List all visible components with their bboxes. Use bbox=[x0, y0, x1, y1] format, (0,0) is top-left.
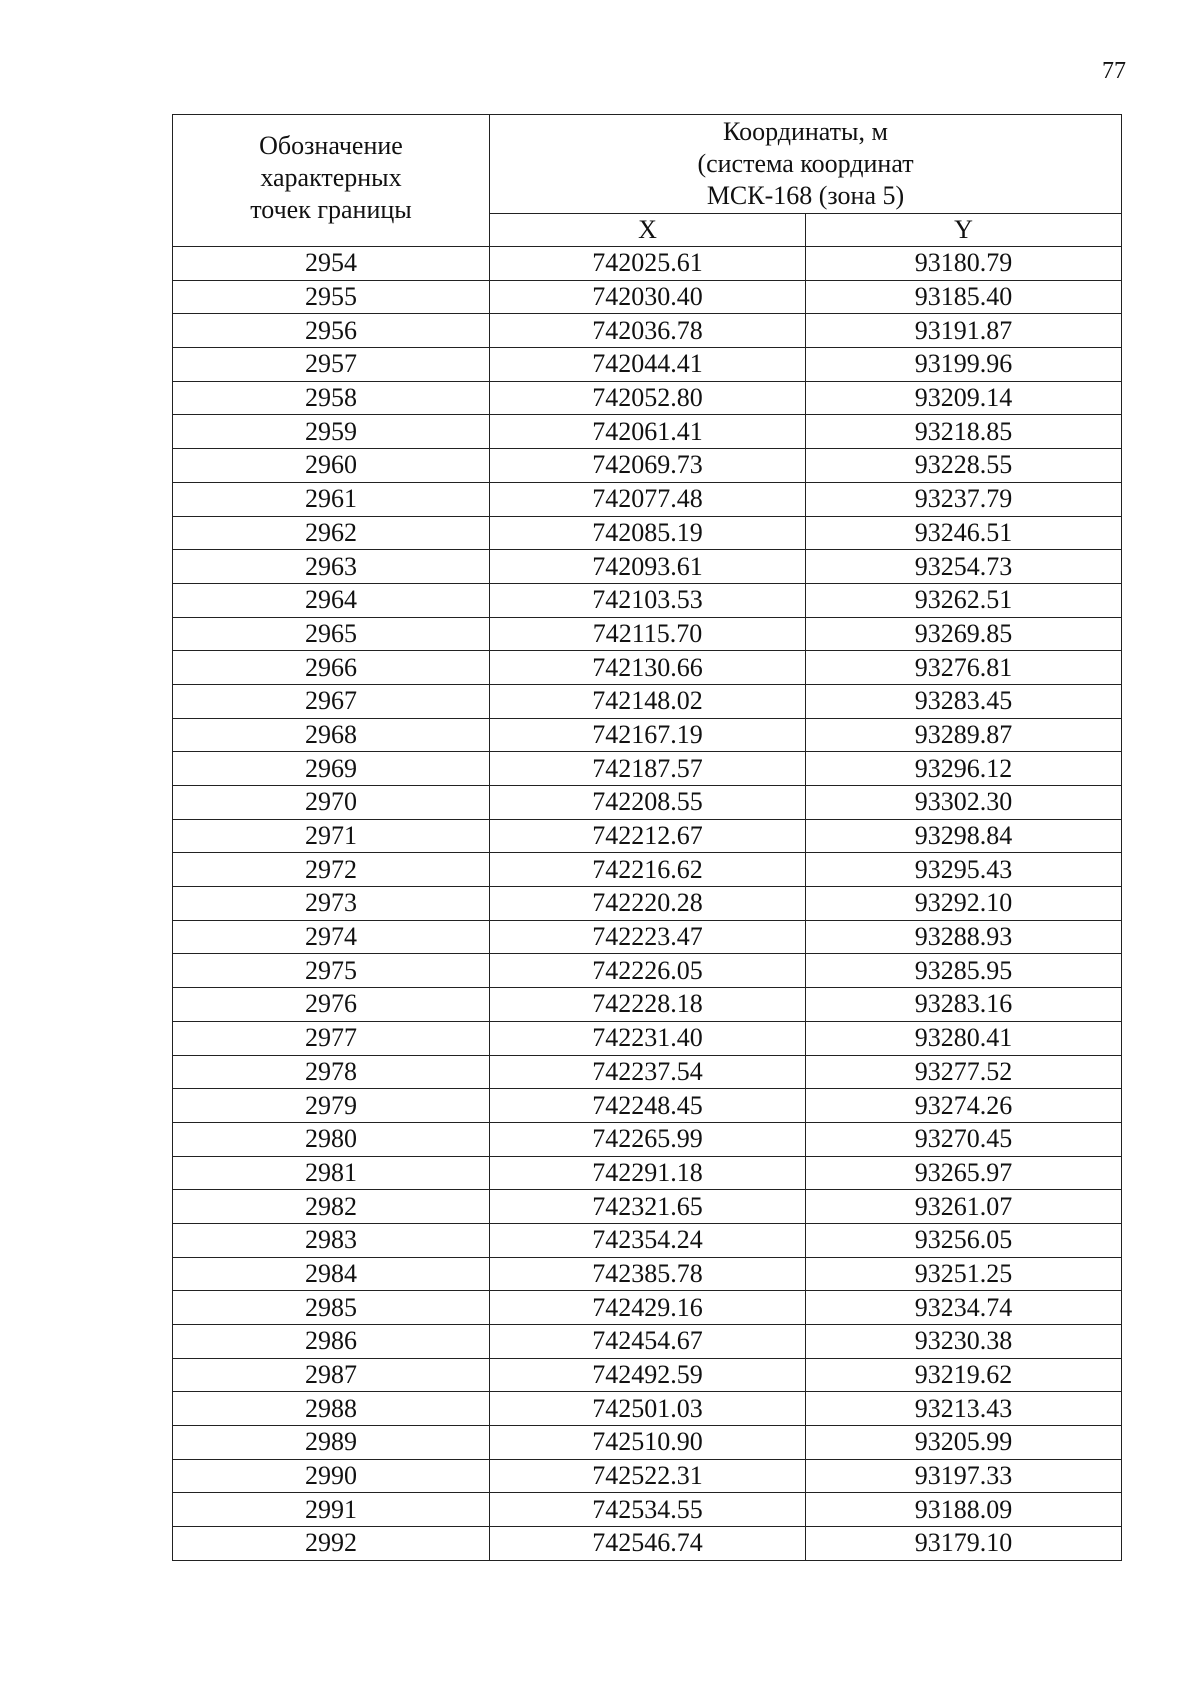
table-row bbox=[173, 1089, 1122, 1123]
table-row bbox=[173, 348, 1122, 382]
y-cell: 93270.45 bbox=[806, 1122, 1122, 1156]
y-cell: 93302.30 bbox=[806, 786, 1122, 820]
header-y: Y bbox=[806, 214, 1122, 247]
y-cell: 93280.41 bbox=[806, 1021, 1122, 1055]
point-cell: 2988 bbox=[173, 1392, 490, 1426]
point-cell: 2960 bbox=[173, 449, 490, 483]
table-row bbox=[173, 617, 1122, 651]
point-cell: 2980 bbox=[173, 1122, 490, 1156]
y-cell: 93296.12 bbox=[806, 752, 1122, 786]
table-row bbox=[173, 684, 1122, 718]
x-cell: 742212.67 bbox=[490, 819, 806, 853]
table-row bbox=[173, 1021, 1122, 1055]
table-row bbox=[173, 1493, 1122, 1527]
table-row bbox=[173, 482, 1122, 516]
x-cell: 742077.48 bbox=[490, 482, 806, 516]
y-cell: 93283.16 bbox=[806, 988, 1122, 1022]
table-row bbox=[173, 381, 1122, 415]
point-cell: 2969 bbox=[173, 752, 490, 786]
point-cell: 2958 bbox=[173, 381, 490, 415]
table-row bbox=[173, 1156, 1122, 1190]
point-cell: 2992 bbox=[173, 1527, 490, 1561]
point-cell: 2989 bbox=[173, 1426, 490, 1460]
y-cell: 93185.40 bbox=[806, 280, 1122, 314]
x-cell: 742030.40 bbox=[490, 280, 806, 314]
table-row bbox=[173, 516, 1122, 550]
y-cell: 93213.43 bbox=[806, 1392, 1122, 1426]
table-row bbox=[173, 1358, 1122, 1392]
table-row bbox=[173, 954, 1122, 988]
y-cell: 93251.25 bbox=[806, 1257, 1122, 1291]
point-cell: 2957 bbox=[173, 348, 490, 382]
x-cell: 742148.02 bbox=[490, 684, 806, 718]
table-row bbox=[173, 1426, 1122, 1460]
y-cell: 93188.09 bbox=[806, 1493, 1122, 1527]
y-cell: 93180.79 bbox=[806, 247, 1122, 281]
point-cell: 2976 bbox=[173, 988, 490, 1022]
point-cell: 2965 bbox=[173, 617, 490, 651]
table-row bbox=[173, 1459, 1122, 1493]
table-row bbox=[173, 247, 1122, 281]
table-body bbox=[173, 247, 1122, 1561]
y-cell: 93209.14 bbox=[806, 381, 1122, 415]
y-cell: 93179.10 bbox=[806, 1527, 1122, 1561]
point-cell: 2964 bbox=[173, 583, 490, 617]
table-row bbox=[173, 415, 1122, 449]
table-row bbox=[173, 1257, 1122, 1291]
x-cell: 742093.61 bbox=[490, 550, 806, 584]
y-cell: 93228.55 bbox=[806, 449, 1122, 483]
y-cell: 93277.52 bbox=[806, 1055, 1122, 1089]
x-cell: 742237.54 bbox=[490, 1055, 806, 1089]
y-cell: 93256.05 bbox=[806, 1223, 1122, 1257]
point-cell: 2991 bbox=[173, 1493, 490, 1527]
y-cell: 93288.93 bbox=[806, 920, 1122, 954]
y-cell: 93197.33 bbox=[806, 1459, 1122, 1493]
table-row bbox=[173, 550, 1122, 584]
y-cell: 93205.99 bbox=[806, 1426, 1122, 1460]
x-cell: 742501.03 bbox=[490, 1392, 806, 1426]
header-row-main bbox=[173, 115, 1122, 214]
x-cell: 742321.65 bbox=[490, 1190, 806, 1224]
table-row bbox=[173, 752, 1122, 786]
point-cell: 2979 bbox=[173, 1089, 490, 1123]
table-row bbox=[173, 718, 1122, 752]
point-cell: 2954 bbox=[173, 247, 490, 281]
x-cell: 742220.28 bbox=[490, 887, 806, 921]
point-cell: 2990 bbox=[173, 1459, 490, 1493]
x-cell: 742216.62 bbox=[490, 853, 806, 887]
point-cell: 2967 bbox=[173, 684, 490, 718]
x-cell: 742534.55 bbox=[490, 1493, 806, 1527]
table-row bbox=[173, 887, 1122, 921]
y-cell: 93218.85 bbox=[806, 415, 1122, 449]
x-cell: 742208.55 bbox=[490, 786, 806, 820]
x-cell: 742546.74 bbox=[490, 1527, 806, 1561]
point-cell: 2970 bbox=[173, 786, 490, 820]
y-cell: 93234.74 bbox=[806, 1291, 1122, 1325]
table-row bbox=[173, 988, 1122, 1022]
x-cell: 742454.67 bbox=[490, 1325, 806, 1359]
header-coords-line-2: (система координат bbox=[697, 149, 914, 178]
point-cell: 2987 bbox=[173, 1358, 490, 1392]
x-cell: 742291.18 bbox=[490, 1156, 806, 1190]
x-cell: 742044.41 bbox=[490, 348, 806, 382]
point-cell: 2972 bbox=[173, 853, 490, 887]
y-cell: 93261.07 bbox=[806, 1190, 1122, 1224]
x-cell: 742069.73 bbox=[490, 449, 806, 483]
table-row bbox=[173, 449, 1122, 483]
point-cell: 2984 bbox=[173, 1257, 490, 1291]
table-row bbox=[173, 1055, 1122, 1089]
x-cell: 742115.70 bbox=[490, 617, 806, 651]
x-cell: 742228.18 bbox=[490, 988, 806, 1022]
point-cell: 2982 bbox=[173, 1190, 490, 1224]
point-cell: 2978 bbox=[173, 1055, 490, 1089]
table-row bbox=[173, 1291, 1122, 1325]
y-cell: 93262.51 bbox=[806, 583, 1122, 617]
point-cell: 2963 bbox=[173, 550, 490, 584]
y-cell: 93283.45 bbox=[806, 684, 1122, 718]
header-point-line-1: Обозначение bbox=[259, 130, 403, 160]
x-cell: 742385.78 bbox=[490, 1257, 806, 1291]
x-cell: 742492.59 bbox=[490, 1358, 806, 1392]
table-row bbox=[173, 786, 1122, 820]
x-cell: 742167.19 bbox=[490, 718, 806, 752]
point-cell: 2973 bbox=[173, 887, 490, 921]
x-cell: 742130.66 bbox=[490, 651, 806, 685]
x-cell: 742103.53 bbox=[490, 583, 806, 617]
point-cell: 2959 bbox=[173, 415, 490, 449]
point-cell: 2968 bbox=[173, 718, 490, 752]
point-cell: 2974 bbox=[173, 920, 490, 954]
table-row bbox=[173, 651, 1122, 685]
point-cell: 2985 bbox=[173, 1291, 490, 1325]
x-cell: 742265.99 bbox=[490, 1122, 806, 1156]
x-cell: 742085.19 bbox=[490, 516, 806, 550]
y-cell: 93276.81 bbox=[806, 651, 1122, 685]
table-row bbox=[173, 920, 1122, 954]
header-coords-line-1: Координаты, м bbox=[723, 117, 888, 146]
point-cell: 2971 bbox=[173, 819, 490, 853]
y-cell: 93298.84 bbox=[806, 819, 1122, 853]
header-point-line-2: характерных bbox=[260, 162, 402, 192]
header-x: X bbox=[490, 214, 806, 247]
y-cell: 93289.87 bbox=[806, 718, 1122, 752]
y-cell: 93254.73 bbox=[806, 550, 1122, 584]
coordinates-table bbox=[172, 114, 1122, 1561]
x-cell: 742223.47 bbox=[490, 920, 806, 954]
point-cell: 2955 bbox=[173, 280, 490, 314]
point-cell: 2956 bbox=[173, 314, 490, 348]
table-row bbox=[173, 1527, 1122, 1561]
y-cell: 93285.95 bbox=[806, 954, 1122, 988]
x-cell: 742025.61 bbox=[490, 247, 806, 281]
x-cell: 742036.78 bbox=[490, 314, 806, 348]
y-cell: 93230.38 bbox=[806, 1325, 1122, 1359]
header-point-line-3: точек границы bbox=[250, 194, 412, 224]
y-cell: 93237.79 bbox=[806, 482, 1122, 516]
table-row bbox=[173, 1190, 1122, 1224]
x-cell: 742061.41 bbox=[490, 415, 806, 449]
y-cell: 93292.10 bbox=[806, 887, 1122, 921]
x-cell: 742354.24 bbox=[490, 1223, 806, 1257]
point-cell: 2983 bbox=[173, 1223, 490, 1257]
x-cell: 742226.05 bbox=[490, 954, 806, 988]
table-row bbox=[173, 314, 1122, 348]
x-cell: 742248.45 bbox=[490, 1089, 806, 1123]
y-cell: 93191.87 bbox=[806, 314, 1122, 348]
x-cell: 742429.16 bbox=[490, 1291, 806, 1325]
table-row bbox=[173, 1122, 1122, 1156]
table-row bbox=[173, 1223, 1122, 1257]
table-row bbox=[173, 819, 1122, 853]
header-coordinates bbox=[490, 115, 1122, 214]
header-point-designation bbox=[173, 115, 490, 247]
table-row bbox=[173, 583, 1122, 617]
x-cell: 742231.40 bbox=[490, 1021, 806, 1055]
x-cell: 742052.80 bbox=[490, 381, 806, 415]
table-row bbox=[173, 853, 1122, 887]
y-cell: 93269.85 bbox=[806, 617, 1122, 651]
table-row bbox=[173, 1392, 1122, 1426]
x-cell: 742187.57 bbox=[490, 752, 806, 786]
point-cell: 2966 bbox=[173, 651, 490, 685]
table-row bbox=[173, 280, 1122, 314]
y-cell: 93219.62 bbox=[806, 1358, 1122, 1392]
point-cell: 2986 bbox=[173, 1325, 490, 1359]
header-coords-line-3: МСК-168 (зона 5) bbox=[706, 181, 905, 210]
point-cell: 2981 bbox=[173, 1156, 490, 1190]
point-cell: 2977 bbox=[173, 1021, 490, 1055]
table-row bbox=[173, 1325, 1122, 1359]
y-cell: 93265.97 bbox=[806, 1156, 1122, 1190]
y-cell: 93295.43 bbox=[806, 853, 1122, 887]
x-cell: 742522.31 bbox=[490, 1459, 806, 1493]
y-cell: 93246.51 bbox=[806, 516, 1122, 550]
y-cell: 93274.26 bbox=[806, 1089, 1122, 1123]
y-cell: 93199.96 bbox=[806, 348, 1122, 382]
point-cell: 2975 bbox=[173, 954, 490, 988]
table-header bbox=[173, 115, 1122, 247]
x-cell: 742510.90 bbox=[490, 1426, 806, 1460]
point-cell: 2962 bbox=[173, 516, 490, 550]
page-number: 77 bbox=[1102, 58, 1126, 84]
point-cell: 2961 bbox=[173, 482, 490, 516]
